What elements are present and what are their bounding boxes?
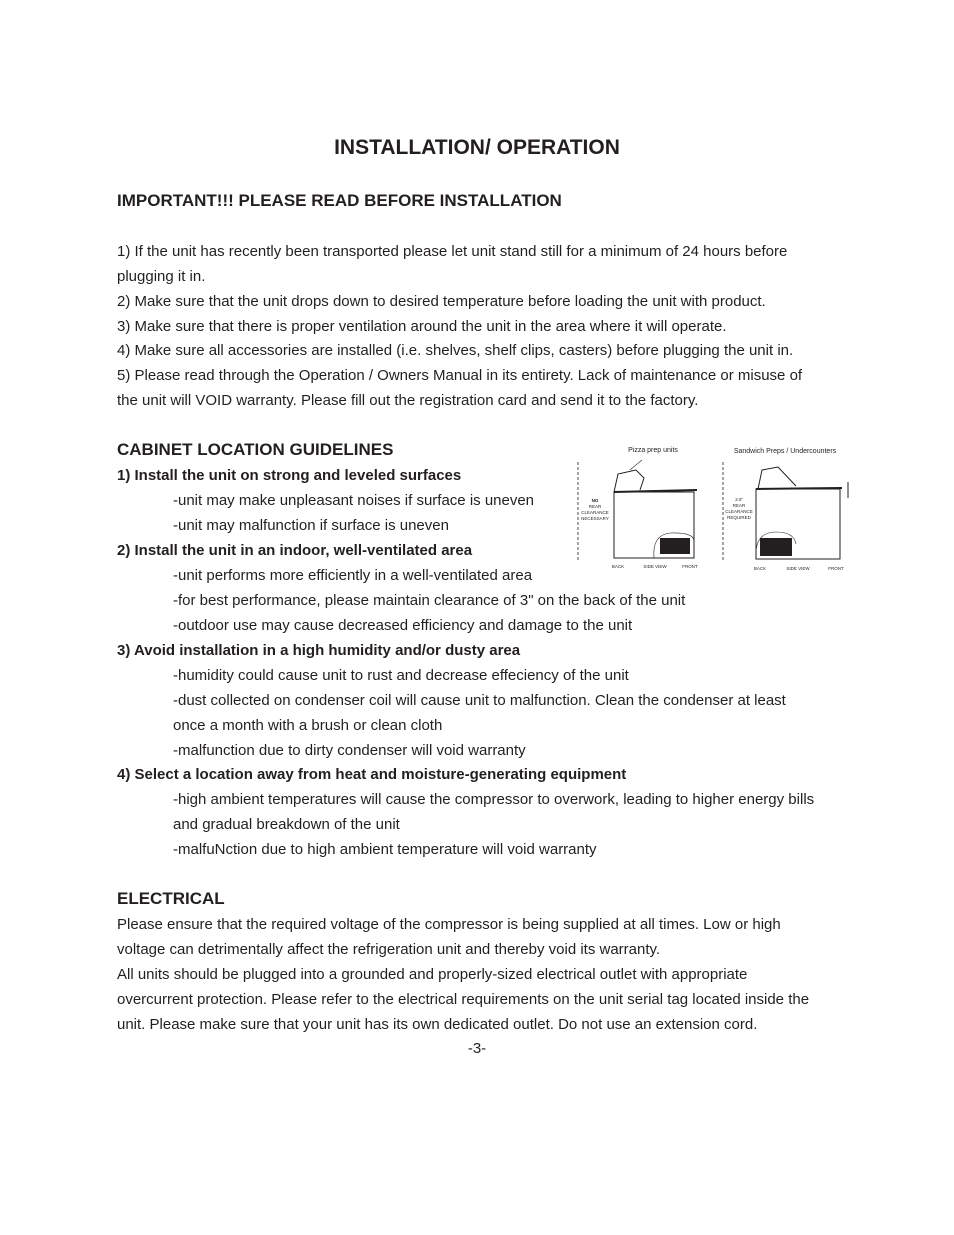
important-line: 2) Make sure that the unit drops down to desired temperature before loading the unit with product. bbox=[117, 293, 766, 310]
guideline-line: -high ambient temperatures will cause the compressor to overwork, leading to higher energy bills bbox=[173, 791, 815, 808]
guideline-line: -dust collected on condenser coil will cause unit to malfunction. Clean the condenser at least bbox=[173, 692, 786, 709]
guideline-line: -for best performance, please maintain clearance of 3" on the back of the unit bbox=[173, 592, 686, 609]
electrical-line: unit. Please make sure that your unit has its own dedicated outlet. Do not use an extension cord. bbox=[117, 1016, 758, 1033]
guideline-line: once a month with a brush or clean cloth bbox=[173, 717, 443, 734]
clearance-note: REQUIRED bbox=[727, 515, 751, 520]
front-label: FRONT bbox=[828, 566, 844, 571]
guideline-line: -outdoor use may cause decreased efficiency and damage to the unit bbox=[173, 617, 633, 634]
guideline-line: -malfuNction due to high ambient temperature will void warranty bbox=[173, 841, 597, 858]
guideline-line: and gradual breakdown of the unit bbox=[173, 816, 400, 833]
important-line: 5) Please read through the Operation / Owners Manual in its entirety. Lack of maintenance or misuse of bbox=[117, 367, 803, 384]
back-label: BACK bbox=[753, 566, 767, 571]
important-line: 1) If the unit has recently been transported please let unit stand still for a minimum of 24 hours before bbox=[117, 243, 788, 260]
side-view-label: SIDE VIEW bbox=[786, 566, 810, 571]
important-heading: IMPORTANT!!! PLEASE READ BEFORE INSTALLATION bbox=[117, 191, 562, 210]
important-line: 3) Make sure that there is proper ventilation around the unit in the area where it will operate. bbox=[117, 318, 727, 335]
important-line: the unit will VOID warranty. Please fill out the registration card and send it to the factory. bbox=[117, 392, 699, 409]
guideline-line: -humidity could cause unit to rust and decrease effeciency of the unit bbox=[173, 667, 629, 684]
prep-lid bbox=[614, 470, 644, 492]
clearance-note: 3.0" bbox=[735, 497, 743, 502]
pizza-prep-diagram bbox=[570, 440, 710, 575]
caption-pointer bbox=[630, 460, 642, 470]
guideline-title: 2) Install the unit in an indoor, well-ventilated area bbox=[117, 542, 473, 559]
page-title: INSTALLATION/ OPERATION bbox=[334, 136, 620, 159]
guideline-line: -unit may make unpleasant noises if surface is uneven bbox=[173, 492, 535, 509]
clearance-note: CLEARANCE bbox=[725, 509, 753, 514]
guideline-line: -malfunction due to dirty condenser will void warranty bbox=[173, 742, 526, 759]
electrical-line: voltage can detrimentally affect the refrigeration unit and thereby void its warranty. bbox=[117, 941, 661, 958]
important-line: 4) Make sure all accessories are installed (i.e. shelves, shelf clips, casters) before plugging the unit in. bbox=[117, 342, 794, 359]
guideline-line: -unit may malfunction if surface is uneven bbox=[173, 517, 449, 534]
diagram-caption: Sandwich Preps / Undercounters bbox=[733, 448, 837, 455]
important-line: plugging it in. bbox=[117, 268, 206, 285]
clearance-note: REAR bbox=[732, 503, 746, 508]
sandwich-prep-diagram bbox=[718, 440, 853, 575]
page-number: -3- bbox=[467, 1040, 487, 1057]
electrical-line: All units should be plugged into a grounded and properly-sized electrical outlet with appropriate bbox=[117, 966, 748, 983]
compressor-block bbox=[660, 538, 690, 554]
back-label: BACK bbox=[611, 564, 625, 569]
clearance-note: REAR bbox=[588, 504, 602, 509]
electrical-line: Please ensure that the required voltage of the compressor is being supplied at all times. Low or high bbox=[117, 916, 781, 933]
compressor-block bbox=[760, 538, 792, 556]
electrical-heading: ELECTRICAL bbox=[117, 889, 225, 908]
guideline-title: 3) Avoid installation in a high humidity and/or dusty area bbox=[117, 642, 521, 659]
electrical-line: overcurrent protection. Please refer to the electrical requirements on the unit serial tag located inside the bbox=[117, 991, 810, 1008]
clearance-note: NO bbox=[591, 498, 599, 503]
diagram-caption: Pizza prep units bbox=[628, 447, 678, 454]
clearance-note: CLEARANCE bbox=[581, 510, 609, 515]
clearance-note: NECESSARY bbox=[581, 516, 609, 521]
front-label: FRONT bbox=[682, 564, 698, 569]
cabinet-heading: CABINET LOCATION GUIDELINES bbox=[117, 440, 394, 459]
guideline-title: 1) Install the unit on strong and leveled surfaces bbox=[117, 467, 462, 484]
side-view-label: SIDE VIEW bbox=[643, 564, 667, 569]
prep-lid bbox=[758, 467, 796, 489]
guideline-line: -unit performs more efficiently in a well-ventilated area bbox=[173, 567, 533, 584]
guideline-title: 4) Select a location away from heat and moisture-generating equipment bbox=[117, 766, 627, 783]
